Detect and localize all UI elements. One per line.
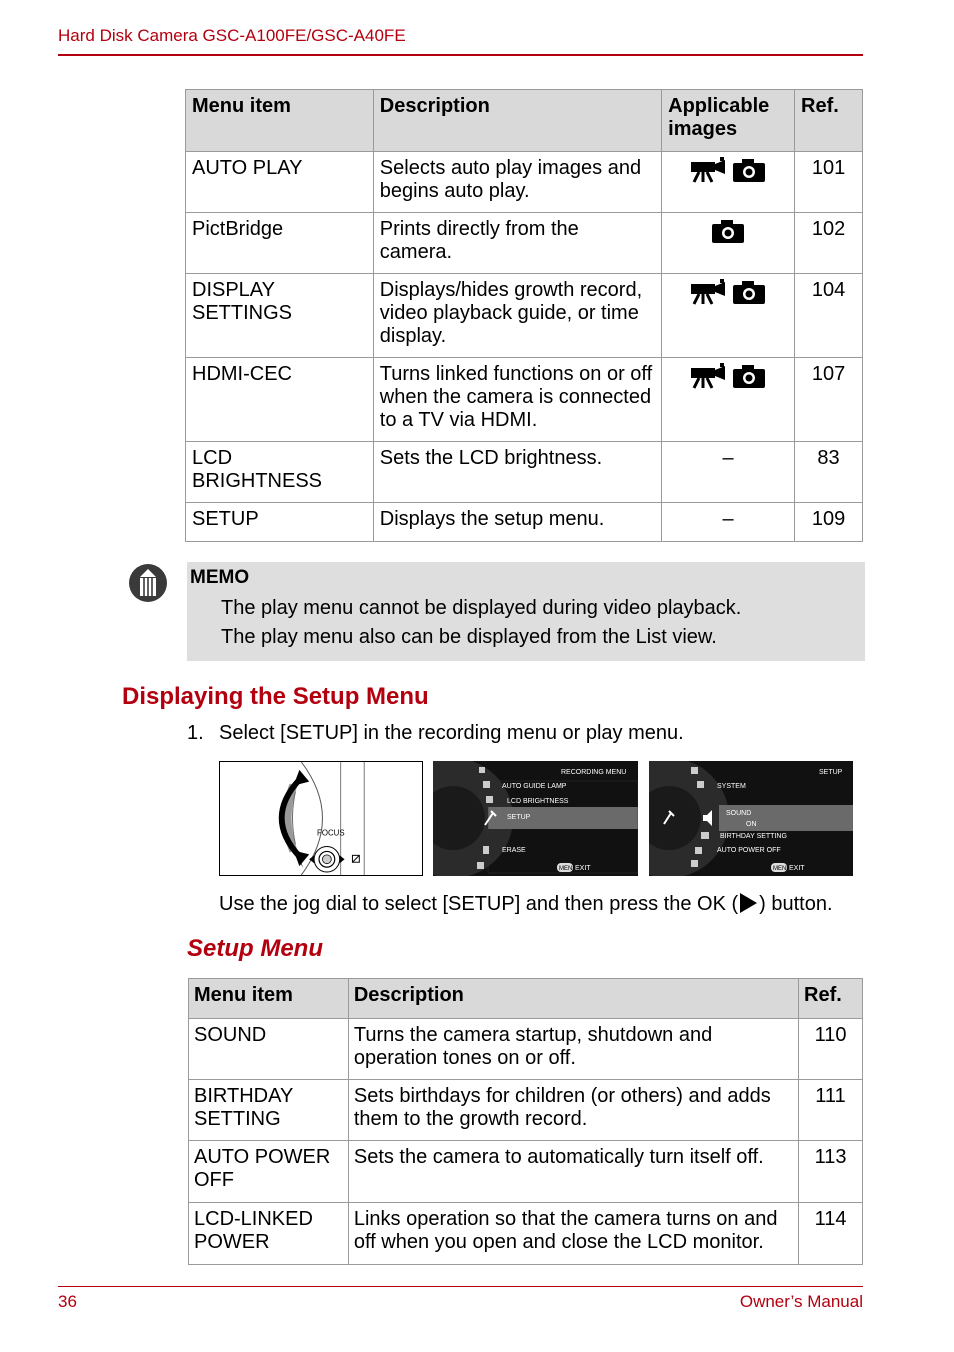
description-cell: Turns the camera startup, shutdown and operation tones on or off. xyxy=(348,1019,798,1080)
running-header: Hard Disk Camera GSC-A100FE/GSC-A40FE xyxy=(58,26,406,45)
power-icon xyxy=(695,847,702,854)
table-row xyxy=(186,503,863,542)
recording-menu-screen xyxy=(433,761,638,876)
memo-icon xyxy=(128,563,168,603)
menu-icon xyxy=(483,781,490,788)
table-row xyxy=(189,1019,863,1080)
applicable-images-cell xyxy=(662,152,795,213)
ref-cell: 101 xyxy=(795,152,863,213)
applicable-images-cell: – xyxy=(662,503,795,542)
menu-item-cell: LCD BRIGHTNESS xyxy=(186,442,374,503)
still-camera-icon xyxy=(732,157,766,183)
instruction-after: ) button. xyxy=(759,893,833,915)
description-cell: Selects auto play images and begins auto play. xyxy=(373,152,661,213)
header-rule xyxy=(58,54,863,56)
description-cell: Sets birthdays for children (or others) and adds them to the growth record. xyxy=(348,1080,798,1141)
exit-label: EXIT xyxy=(789,865,805,872)
recording-menu-title: RECORDING MENU xyxy=(561,769,627,776)
applicable-images-cell: – xyxy=(662,442,795,503)
footer-rule xyxy=(58,1286,863,1287)
ref-cell: 83 xyxy=(795,442,863,503)
menu-item-auto-guide-lamp: AUTO GUIDE LAMP xyxy=(502,783,567,790)
menu-icon xyxy=(691,860,698,867)
still-camera-icon xyxy=(732,363,766,389)
column-header: Description xyxy=(348,979,798,1019)
instruction-text xyxy=(219,893,833,916)
table-row xyxy=(189,1141,863,1203)
table-row xyxy=(189,1080,863,1141)
menu-item-sound: SOUND xyxy=(726,810,752,817)
description-cell: Sets the camera to automatically turn itself off. xyxy=(348,1141,798,1203)
menu-item-cell: SOUND xyxy=(189,1019,349,1080)
still-camera-icon xyxy=(732,279,766,305)
ref-cell: 111 xyxy=(799,1080,863,1141)
setup-menu-table xyxy=(188,978,863,1265)
ref-cell: 104 xyxy=(795,274,863,358)
menu-icon xyxy=(691,767,698,774)
table-header-row xyxy=(189,979,863,1019)
setup-menu-title: SETUP xyxy=(819,769,843,776)
ref-cell: 107 xyxy=(795,358,863,442)
table-row xyxy=(189,1203,863,1265)
play-menu-table xyxy=(185,89,863,542)
table-row xyxy=(186,213,863,274)
menu-item-lcd-brightness: LCD BRIGHTNESS xyxy=(507,798,569,805)
menu-item-cell: LCD-LINKED POWER xyxy=(189,1203,349,1265)
menu-icon xyxy=(477,862,484,869)
menu-item-cell: SETUP xyxy=(186,503,374,542)
still-camera-icon xyxy=(711,218,745,244)
ref-cell: 114 xyxy=(799,1203,863,1265)
column-header: Menu item xyxy=(189,979,349,1019)
setup-menu-title: Setup Menu xyxy=(187,935,323,962)
menu-item-birthday-setting: BIRTHDAY SETTING xyxy=(720,833,787,840)
ref-cell: 110 xyxy=(799,1019,863,1080)
menu-item-cell: PictBridge xyxy=(186,213,374,274)
menu-icon xyxy=(486,796,493,803)
page-number: 36 xyxy=(58,1292,77,1311)
ref-cell: 109 xyxy=(795,503,863,542)
table-row xyxy=(186,358,863,442)
memo-line: The play menu also can be displayed from the List view. xyxy=(221,626,717,648)
column-header: Ref. xyxy=(795,90,863,152)
manual-title: Owner’s Manual xyxy=(739,1292,863,1311)
menu-item-cell: HDMI-CEC xyxy=(186,358,374,442)
video-camera-icon xyxy=(690,157,726,183)
column-header: Ref. xyxy=(799,979,863,1019)
ref-cell: 102 xyxy=(795,213,863,274)
dial-label: FOCUS xyxy=(317,828,345,838)
cake-icon xyxy=(701,832,709,839)
menu-item-erase: ERASE xyxy=(502,847,526,854)
description-cell: Sets the LCD brightness. xyxy=(373,442,661,503)
exit-label: EXIT xyxy=(575,865,591,872)
section-title: Displaying the Setup Menu xyxy=(122,683,429,710)
menu-item-cell: BIRTHDAY SETTING xyxy=(189,1080,349,1141)
menu-button-label: MENU xyxy=(559,866,577,872)
jog-dial-illustration xyxy=(219,761,423,876)
menu-item-system: SYSTEM xyxy=(717,783,746,790)
step-text: Select [SETUP] in the recording menu or play menu. xyxy=(219,722,684,744)
description-cell: Displays the setup menu. xyxy=(373,503,661,542)
column-header: Applicable images xyxy=(662,90,795,152)
menu-item-setup: SETUP xyxy=(507,814,531,821)
video-camera-icon xyxy=(690,279,726,305)
menu-icon xyxy=(697,781,704,788)
menu-item-cell: DISPLAY SETTINGS xyxy=(186,274,374,358)
sound-value: ON xyxy=(746,821,757,828)
menu-item-cell: AUTO PLAY xyxy=(186,152,374,213)
menu-button-label: MENU xyxy=(773,866,791,872)
instruction-before: Use the jog dial to select [SETUP] and then press the OK ( xyxy=(219,893,739,915)
memo-line: The play menu cannot be displayed during video playback. xyxy=(221,597,742,619)
column-header: Menu item xyxy=(186,90,374,152)
menu-icon xyxy=(479,767,485,773)
description-cell: Prints directly from the camera. xyxy=(373,213,661,274)
step-number: 1. xyxy=(187,722,204,744)
trash-icon xyxy=(483,846,489,854)
table-header-row xyxy=(186,90,863,152)
applicable-images-cell xyxy=(662,274,795,358)
setup-menu-screen xyxy=(649,761,853,876)
ref-cell: 113 xyxy=(799,1141,863,1203)
description-cell: Links operation so that the camera turns on and off when you open and close the LCD monitor. xyxy=(348,1203,798,1265)
ok-play-icon xyxy=(740,893,757,913)
table-row xyxy=(186,152,863,213)
menu-item-cell: AUTO POWER OFF xyxy=(189,1141,349,1203)
menu-item-auto-power-off: AUTO POWER OFF xyxy=(717,847,781,854)
video-camera-icon xyxy=(690,363,726,389)
table-row xyxy=(186,442,863,503)
description-cell: Turns linked functions on or off when the camera is connected to a TV via HDMI. xyxy=(373,358,661,442)
description-cell: Displays/hides growth record, video playback guide, or time display. xyxy=(373,274,661,358)
applicable-images-cell xyxy=(662,213,795,274)
memo-title: MEMO xyxy=(190,567,250,588)
applicable-images-cell xyxy=(662,358,795,442)
column-header: Description xyxy=(373,90,661,152)
table-row xyxy=(186,274,863,358)
